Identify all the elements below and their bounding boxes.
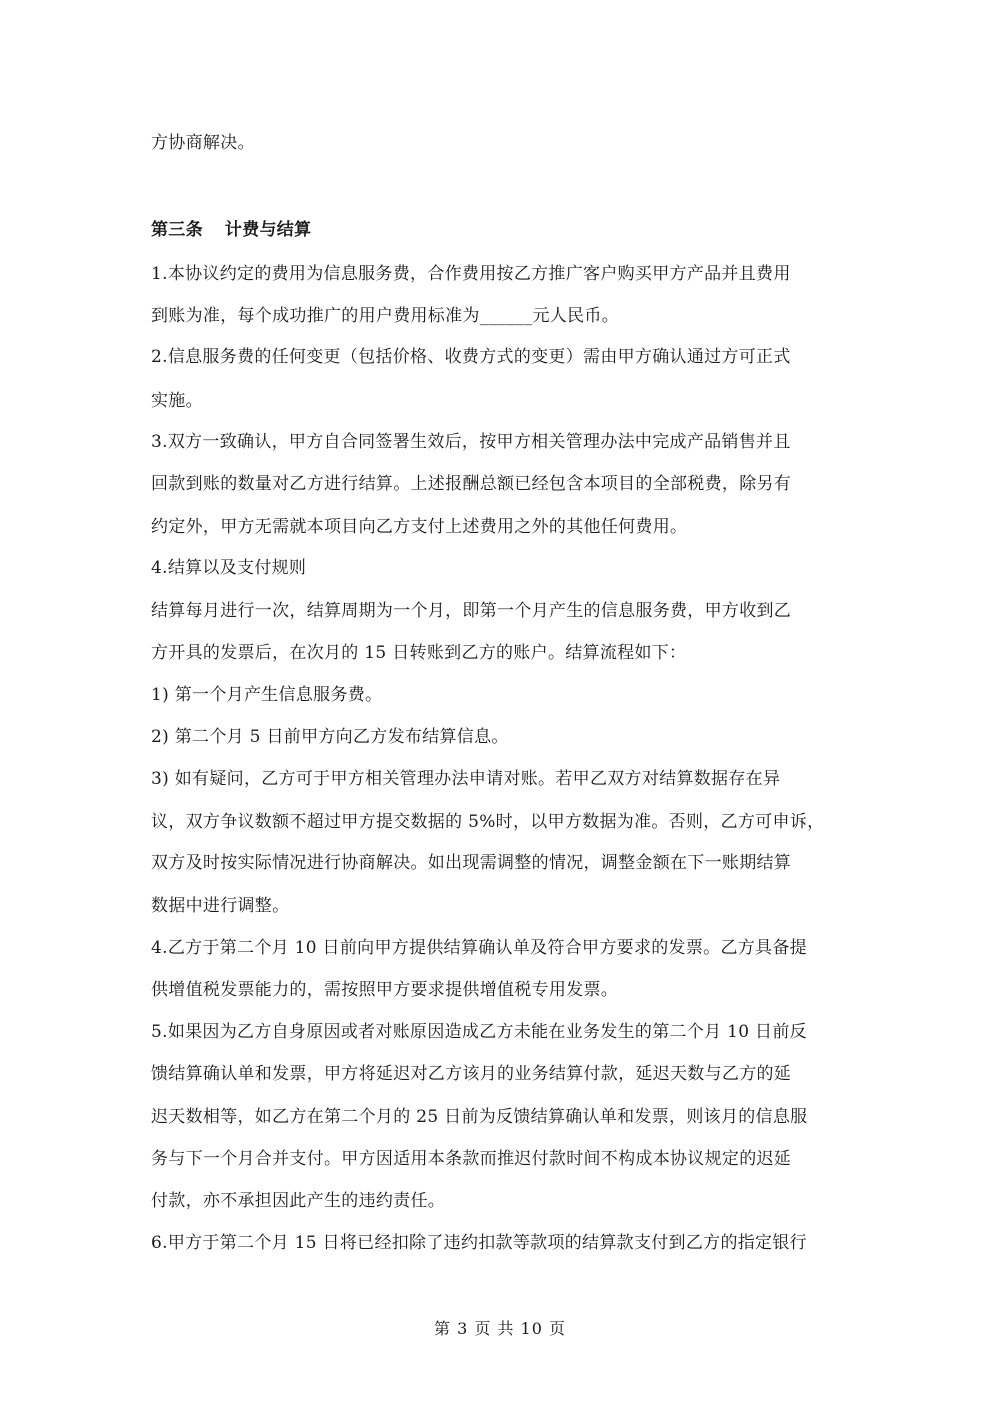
paragraph-line: 4.乙方于第二个月 10 日前向甲方提供结算确认单及符合甲方要求的发票。乙方具备提 — [151, 938, 807, 958]
section-heading — [151, 218, 311, 242]
page-footer: 第 3 页 共 10 页 — [434, 1319, 566, 1338]
paragraph-line: 结算每月进行一次，结算周期为一个月，即第一个月产生的信息服务费，甲方收到乙 — [151, 601, 792, 621]
paragraph-line: 方协商解决。 — [151, 133, 255, 153]
list-item: 2) 第二个月 5 日前甲方向乙方发布结算信息。 — [151, 727, 509, 747]
paragraph-line: 务与下一个月合并支付。甲方因适用本条款而推迟付款时间不构成本协议规定的迟延 — [151, 1149, 792, 1169]
paragraph-line: 回款到账的数量对乙方进行结算。上述报酬总额已经包含本项目的全部税费，除另有 — [151, 474, 792, 494]
paragraph-line: 1.本协议约定的费用为信息服务费，合作费用按乙方推广客户购买甲方产品并且费用 — [151, 264, 791, 284]
paragraph-line: 双方及时按实际情况进行协商解决。如出现需调整的情况，调整金额在下一账期结算 — [151, 853, 792, 873]
section-title: 计费与结算 — [224, 220, 312, 240]
list-item: 3) 如有疑问，乙方可于甲方相关管理办法申请对账。若甲乙双方对结算数据存在异 — [151, 769, 781, 789]
paragraph-line: 馈结算确认单和发票，甲方将延迟对乙方该月的业务结算付款，延迟天数与乙方的延 — [151, 1064, 792, 1084]
paragraph-line: 到账为准，每个成功推广的用户费用标准为______元人民币。 — [151, 306, 619, 326]
paragraph-line: 实施。 — [151, 391, 203, 411]
paragraph-line: 6.甲方于第二个月 15 日将已经扣除了违约扣款等款项的结算款支付到乙方的指定银行 — [151, 1233, 807, 1253]
paragraph-line: 5.如果因为乙方自身原因或者对账原因造成乙方未能在业务发生的第二个月 10 日前反 — [151, 1022, 807, 1042]
paragraph-line: 3.双方一致确认，甲方自合同签署生效后，按甲方相关管理办法中完成产品销售并且 — [151, 432, 791, 452]
paragraph-line: 迟天数相等，如乙方在第二个月的 25 日前为反馈结算确认单和发票，则该月的信息服 — [151, 1107, 808, 1127]
paragraph-line: 付款，亦不承担因此产生的违约责任。 — [151, 1191, 446, 1211]
list-item: 1) 第一个月产生信息服务费。 — [151, 685, 383, 705]
paragraph-line: 数据中进行调整。 — [151, 896, 290, 916]
section-number: 第三条 — [151, 220, 203, 240]
paragraph-line: 约定外，甲方无需就本项目向乙方支付上述费用之外的其他任何费用。 — [151, 517, 688, 537]
paragraph-line: 供增值税发票能力的，需按照甲方要求提供增值税专用发票。 — [151, 980, 619, 1000]
paragraph-line: 2.信息服务费的任何变更（包括价格、收费方式的变更）需由甲方确认通过方可正式 — [151, 347, 791, 367]
paragraph-line: 议，双方争议数额不超过甲方提交数据的 5%时，以甲方数据为准。否则，乙方可申诉， — [151, 812, 825, 832]
paragraph-line: 4.结算以及支付规则 — [151, 558, 307, 578]
paragraph-line: 方开具的发票后，在次月的 15 日转账到乙方的账户。结算流程如下： — [151, 643, 687, 663]
